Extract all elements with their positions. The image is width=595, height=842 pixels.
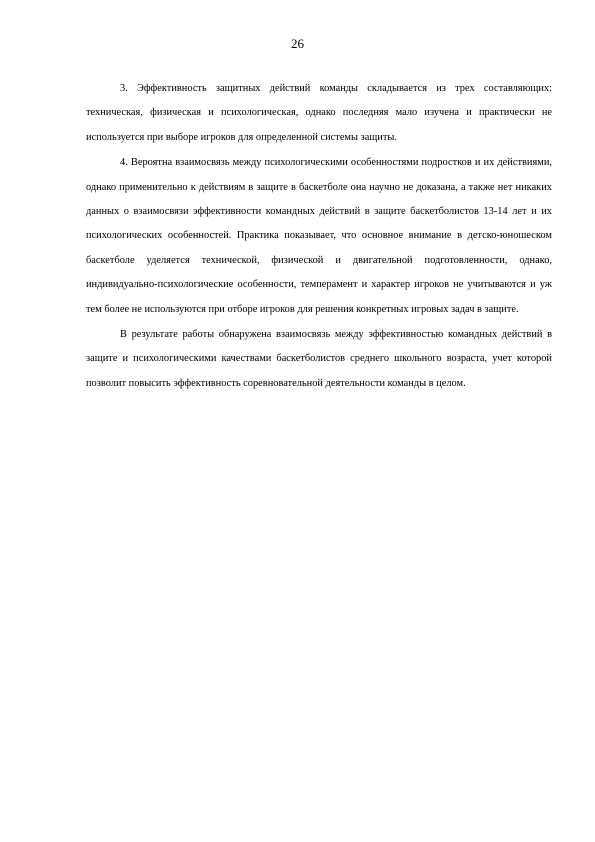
paragraph-conclusion-4: 4. Вероятна взаимосвязь между психологическими особенностями подростков и их действиями, однако применительно к действиям в защите в баскетболе она научно не доказана, а также нет никаких данных о взаимосвязи эффективности командных действий в защите баскетболистов 13-14 лет и их психологических особенностей. Практика показывает, что основное внимание в детско-юношеском баскетболе уделяется технической, физической и двигательной подготовленности, однако, индивидуально-психологические особенности, темперамент и характер игроков не учитываются и уж тем более не используются при отборе игроков для решения конкретных игровых задач в защите. [86, 157, 552, 315]
paragraph-conclusion-3: 3. Эффективность защитных действий команды складывается из трех составляющих: техническая, физическая и психологическая, однако последняя мало изучена и практически не используется при выборе игроков для определенной системы защиты. [86, 83, 552, 143]
page-number: 26 [291, 36, 304, 51]
paragraph-summary: В результате работы обнаружена взаимосвязь между эффективностью командных действий в защите и психологическими качествами баскетболистов среднего школьного возраста, учет которой позволит повысить эффективность соревновательной деятельности команды в целом. [86, 329, 552, 389]
document-body [86, 77, 552, 397]
